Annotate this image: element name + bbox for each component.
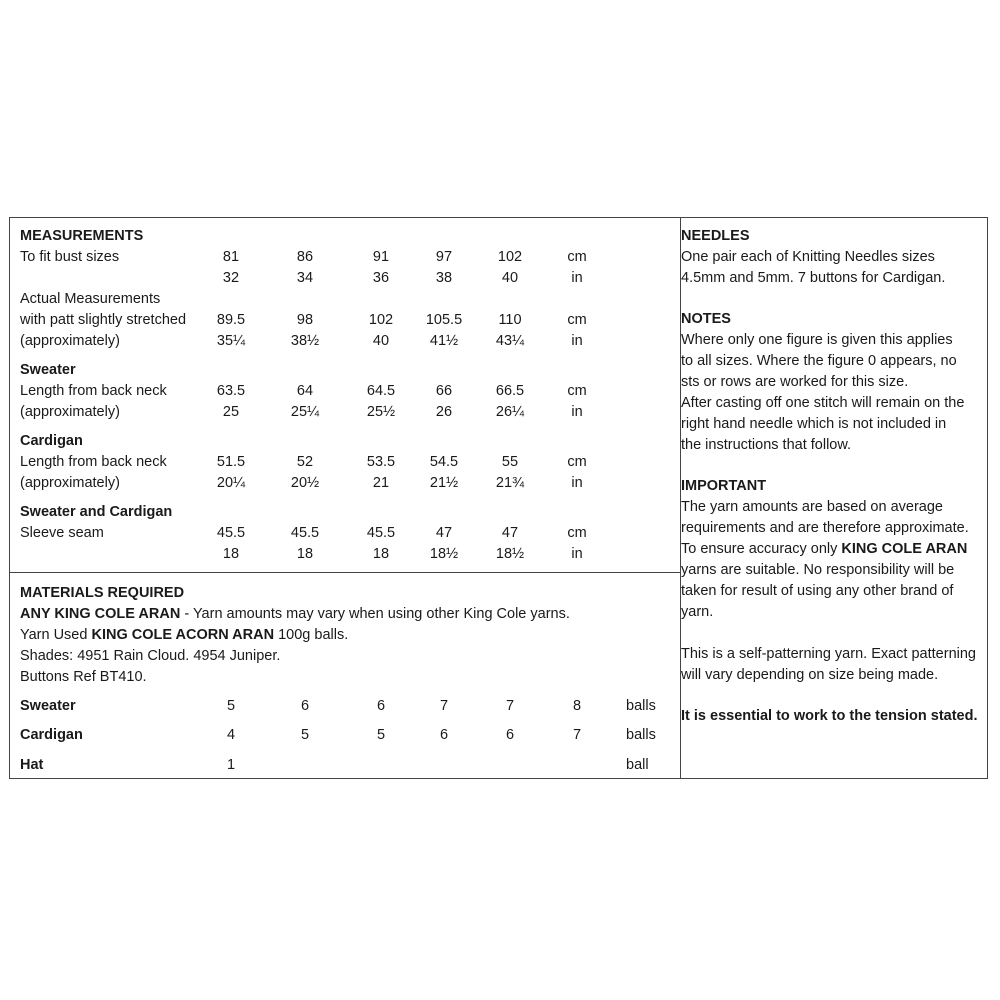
size-value: 34 [296, 270, 314, 286]
size-value: 20½ [290, 475, 320, 491]
size-value: 18½ [429, 546, 459, 562]
size-value: 36 [372, 270, 390, 286]
size-value: 40 [501, 270, 519, 286]
notes-line: sts or rows are worked for this size. [681, 374, 909, 390]
unit-label: cm [567, 249, 587, 265]
row-label: (approximately) [20, 333, 120, 349]
size-value: 47 [501, 525, 519, 541]
ball-count: 7 [572, 727, 582, 743]
size-value: 32 [222, 270, 240, 286]
size-value: 64.5 [366, 383, 396, 399]
ball-count: 6 [505, 727, 515, 743]
notes-line: Where only one figure is given this applies [681, 332, 953, 348]
garment-label: Cardigan [20, 727, 83, 743]
size-value: 43¼ [495, 333, 525, 349]
size-value: 53.5 [366, 454, 396, 470]
size-value: 81 [222, 249, 240, 265]
section-divider [10, 572, 680, 573]
size-value: 26 [435, 404, 453, 420]
size-value: 98 [296, 312, 314, 328]
row-label: with patt slightly stretched [20, 312, 187, 328]
ball-count: 7 [505, 698, 515, 714]
ball-count: 6 [439, 727, 449, 743]
important-line: yarn. [681, 604, 714, 620]
size-value: 18 [372, 546, 390, 562]
size-value: 51.5 [216, 454, 246, 470]
needles-heading: NEEDLES [681, 228, 750, 244]
row-label: To fit bust sizes [20, 249, 120, 265]
notes-line: After casting off one stitch will remain on the [681, 395, 965, 411]
size-value: 18½ [495, 546, 525, 562]
size-value: 20¼ [216, 475, 246, 491]
unit-label: in [571, 546, 583, 562]
size-value: 35¼ [216, 333, 246, 349]
size-value: 25¼ [290, 404, 320, 420]
size-value: 54.5 [429, 454, 459, 470]
size-value: 91 [372, 249, 390, 265]
notes-heading: NOTES [681, 311, 731, 327]
size-value: 18 [296, 546, 314, 562]
size-value: 64 [296, 383, 314, 399]
size-value: 21¾ [495, 475, 525, 491]
size-value: 45.5 [290, 525, 320, 541]
notes-line: the instructions that follow. [681, 437, 852, 453]
row-label: Actual Measurements [20, 291, 161, 307]
notes-line: right hand needle which is not included in [681, 416, 947, 432]
unit-label: cm [567, 383, 587, 399]
measurements-heading: MEASUREMENTS [20, 228, 144, 244]
needles-line: One pair each of Knitting Needles sizes [681, 249, 935, 265]
materials-heading: MATERIALS REQUIRED [20, 585, 185, 601]
size-value: 26¼ [495, 404, 525, 420]
unit-label: cm [567, 525, 587, 541]
size-value: 45.5 [366, 525, 396, 541]
ball-count: 6 [300, 698, 310, 714]
size-value: 110 [498, 312, 522, 328]
garment-label: Hat [20, 757, 44, 773]
size-value: 38½ [290, 333, 320, 349]
size-value: 18 [222, 546, 240, 562]
size-value: 63.5 [216, 383, 246, 399]
unit-label: in [571, 404, 583, 420]
ball-count: 5 [300, 727, 310, 743]
size-value: 38 [435, 270, 453, 286]
important-line: taken for result of using any other brand of [681, 583, 954, 599]
size-value: 41½ [429, 333, 459, 349]
notes-line: to all sizes. Where the figure 0 appears, no [681, 353, 957, 369]
tension-note: It is essential to work to the tension stated. [681, 708, 978, 724]
section-label: Sweater and Cardigan [20, 504, 173, 520]
size-value: 102 [497, 249, 523, 265]
materials-buttons: Buttons Ref BT410. [20, 669, 147, 685]
unit-label: in [571, 475, 583, 491]
ball-count: 1 [226, 757, 236, 773]
row-label: Length from back neck [20, 454, 167, 470]
important-line: To ensure accuracy only KING COLE ARAN [681, 541, 968, 557]
size-value: 47 [435, 525, 453, 541]
ball-count: 7 [439, 698, 449, 714]
size-value: 25 [222, 404, 240, 420]
ball-count: 6 [376, 698, 386, 714]
size-value: 97 [435, 249, 453, 265]
section-label: Cardigan [20, 433, 83, 449]
ball-count: 5 [226, 698, 236, 714]
garment-label: Sweater [20, 698, 76, 714]
ball-count: 4 [226, 727, 236, 743]
size-value: 55 [501, 454, 519, 470]
row-label: Sleeve seam [20, 525, 104, 541]
needles-text [681, 247, 981, 289]
size-value: 102 [368, 312, 394, 328]
size-value: 45.5 [216, 525, 246, 541]
size-value: 40 [372, 333, 390, 349]
size-value: 21½ [429, 475, 459, 491]
self-patterning-line: will vary depending on size being made. [681, 667, 939, 683]
unit-label: in [571, 270, 583, 286]
needles-line: 4.5mm and 5mm. 7 buttons for Cardigan. [681, 270, 946, 286]
important-line: requirements and are therefore approximate. [681, 520, 969, 536]
ball-count: 8 [572, 698, 582, 714]
row-label: Length from back neck [20, 383, 167, 399]
important-text [681, 497, 981, 623]
section-label: Sweater [20, 362, 76, 378]
ball-count: 5 [376, 727, 386, 743]
size-value: 21 [372, 475, 390, 491]
materials-line-1: ANY KING COLE ARAN - Yarn amounts may vary when using other King Cole yarns. [20, 606, 570, 622]
size-value: 52 [296, 454, 314, 470]
notes-text [681, 330, 981, 456]
unit-label: balls [626, 727, 656, 743]
important-line: yarns are suitable. No responsibility will be [681, 562, 955, 578]
unit-label: cm [567, 454, 587, 470]
size-value: 66 [435, 383, 453, 399]
unit-label: ball [626, 757, 649, 773]
self-patterning-line: This is a self-patterning yarn. Exact patterning [681, 646, 976, 662]
row-label: (approximately) [20, 404, 120, 420]
materials-line-2: Yarn Used KING COLE ACORN ARAN 100g balls. [20, 627, 349, 643]
unit-label: cm [567, 312, 587, 328]
size-value: 89.5 [216, 312, 246, 328]
size-value: 86 [296, 249, 314, 265]
size-value: 105.5 [425, 312, 463, 328]
important-heading: IMPORTANT [681, 478, 767, 494]
size-value: 66.5 [495, 383, 525, 399]
row-label: (approximately) [20, 475, 120, 491]
important-line: The yarn amounts are based on average [681, 499, 943, 515]
size-value: 25½ [366, 404, 396, 420]
unit-label: in [571, 333, 583, 349]
self-patterning-note [681, 644, 981, 686]
materials-shades: Shades: 4951 Rain Cloud. 4954 Juniper. [20, 648, 281, 664]
unit-label: balls [626, 698, 656, 714]
